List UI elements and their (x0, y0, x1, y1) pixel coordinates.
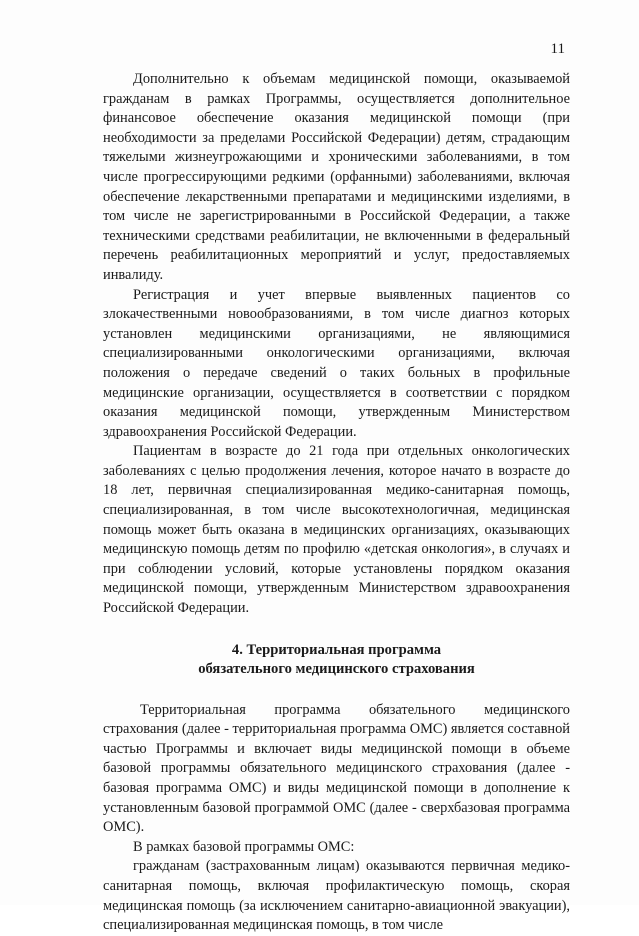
page-number: 11 (550, 41, 565, 57)
section-heading-line-2: обязательного медицинского страхования (198, 660, 475, 677)
paragraph-territorial-program: Территориальная программа обязательного медицинского страхования (далее - территориальная программа ОМС) является составной частью Программы и включает виды медицинской помощи в объеме базовой программы обязательного медицинского страхования (далее - базовая программа ОМС) и виды медицинской помощи в дополнение к установленным базовой программой ОМС (далее - сверхбазовая программа ОМС). (103, 701, 570, 836)
section-heading (103, 641, 570, 679)
paragraph-insured-citizens: гражданам (застрахованным лицам) оказываются первичная медико-санитарная помощь, включая профилактическую помощь, скорая медицинская помощь (за исключением санитарно-авиационной эвакуации), специализированная медицинская помощь, в том числе (103, 858, 570, 934)
paragraph-registration: Регистрация и учет впервые выявленных пациентов со злокачественными новообразованиями, в том числе диагноз которых установлен медицинскими организациями, не являющимися специализированными онкологическими организациями, включая положения о передаче сведений о таких больных в профильные медицинские организации, осуществляется в соответствии с порядком оказания медицинской помощи, утвержденным Министерством здравоохранения Российской Федерации. (103, 286, 570, 440)
paragraph-base-program-intro: В рамках базовой программы ОМС: (133, 838, 355, 855)
section-heading-line-1: 4. Территориальная программа (231, 641, 442, 658)
paragraph-additional-funding: Дополнительно к объемам медицинской помощи, оказываемой гражданам в рамках Программы, осуществляется дополнительное финансовое обеспечение оказания медицинской помощи (при необходимости за пределами Российской Федерации) детям, страдающим тяжелыми жизнеугрожающими и хроническими заболеваниями, в том числе прогрессирующими редкими (орфанными) заболеваниями, включая обеспечение лекарственными препаратами и медицинскими изделиями, в том числе не зарегистрированными в Российской Федерации, а также техническими средствами реабилитации, не включенными в федеральный перечень реабилитационных мероприятий и услуг, предоставляемых инвалиду. (103, 71, 570, 283)
document-body (103, 70, 570, 936)
paragraph-patients-under-21: Пациентам в возрасте до 21 года при отдельных онкологических заболеваниях с целью продолжения лечения, которое начато в возрасте до 18 лет, первичная специализированная медико-санитарная помощь, специализированная, в том числе высокотехнологичная, медицинская помощь может быть оказана в медицинских организациях, оказывающих медицинскую помощь детям по профилю «детская онкология», в случаях и при соблюдении условий, которые установлены порядком оказания медицинской помощи, утвержденным Министерством здравоохранения Российской Федерации. (103, 443, 570, 617)
